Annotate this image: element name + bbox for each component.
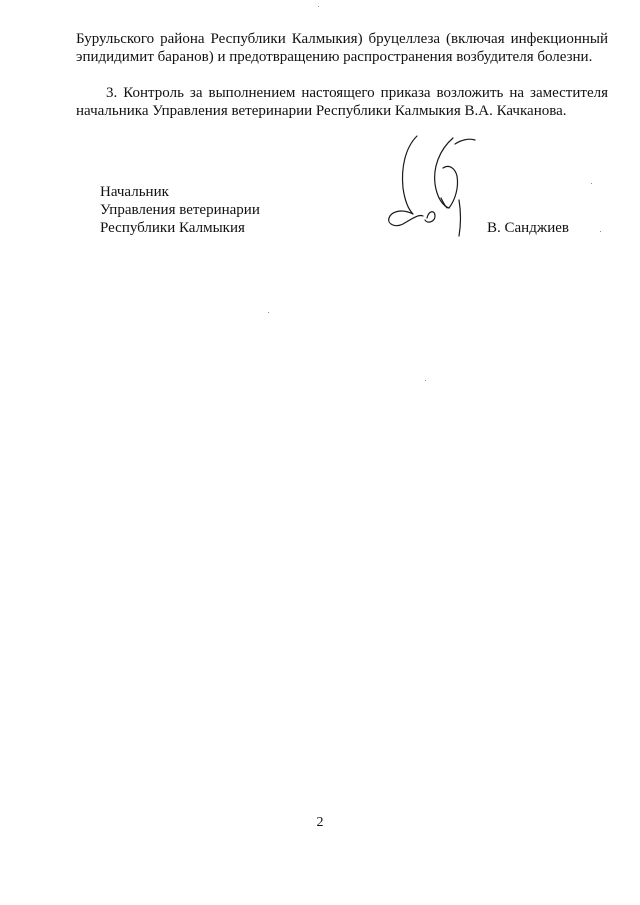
- scan-speck: [600, 231, 601, 232]
- paragraph-control-clause: 3. Контроль за выполнением настоящего приказа возложить на заместителя начальника Управления ветеринарии Республики Калмыкия В.А. Качканова.: [76, 85, 608, 119]
- scan-speck: [318, 6, 319, 7]
- scan-speck: [268, 312, 269, 313]
- scan-speck: [425, 380, 426, 381]
- page-number: 2: [316, 815, 324, 830]
- signer-title-line-1: Начальник: [100, 184, 169, 200]
- handwritten-signature: [383, 128, 483, 243]
- scan-speck: [591, 183, 592, 184]
- signer-title-line-3: Республики Калмыкия: [100, 220, 245, 236]
- paragraph-continuation: Бурульского района Республики Калмыкия) бруцеллеза (включая инфекционный эпидидимит баранов) и предотвращению распространения возбудителя болезни.: [76, 31, 608, 65]
- signature-block: [100, 183, 260, 237]
- signer-title-line-2: Управления ветеринарии: [100, 202, 260, 218]
- signer-name: В. Санджиев: [487, 220, 569, 236]
